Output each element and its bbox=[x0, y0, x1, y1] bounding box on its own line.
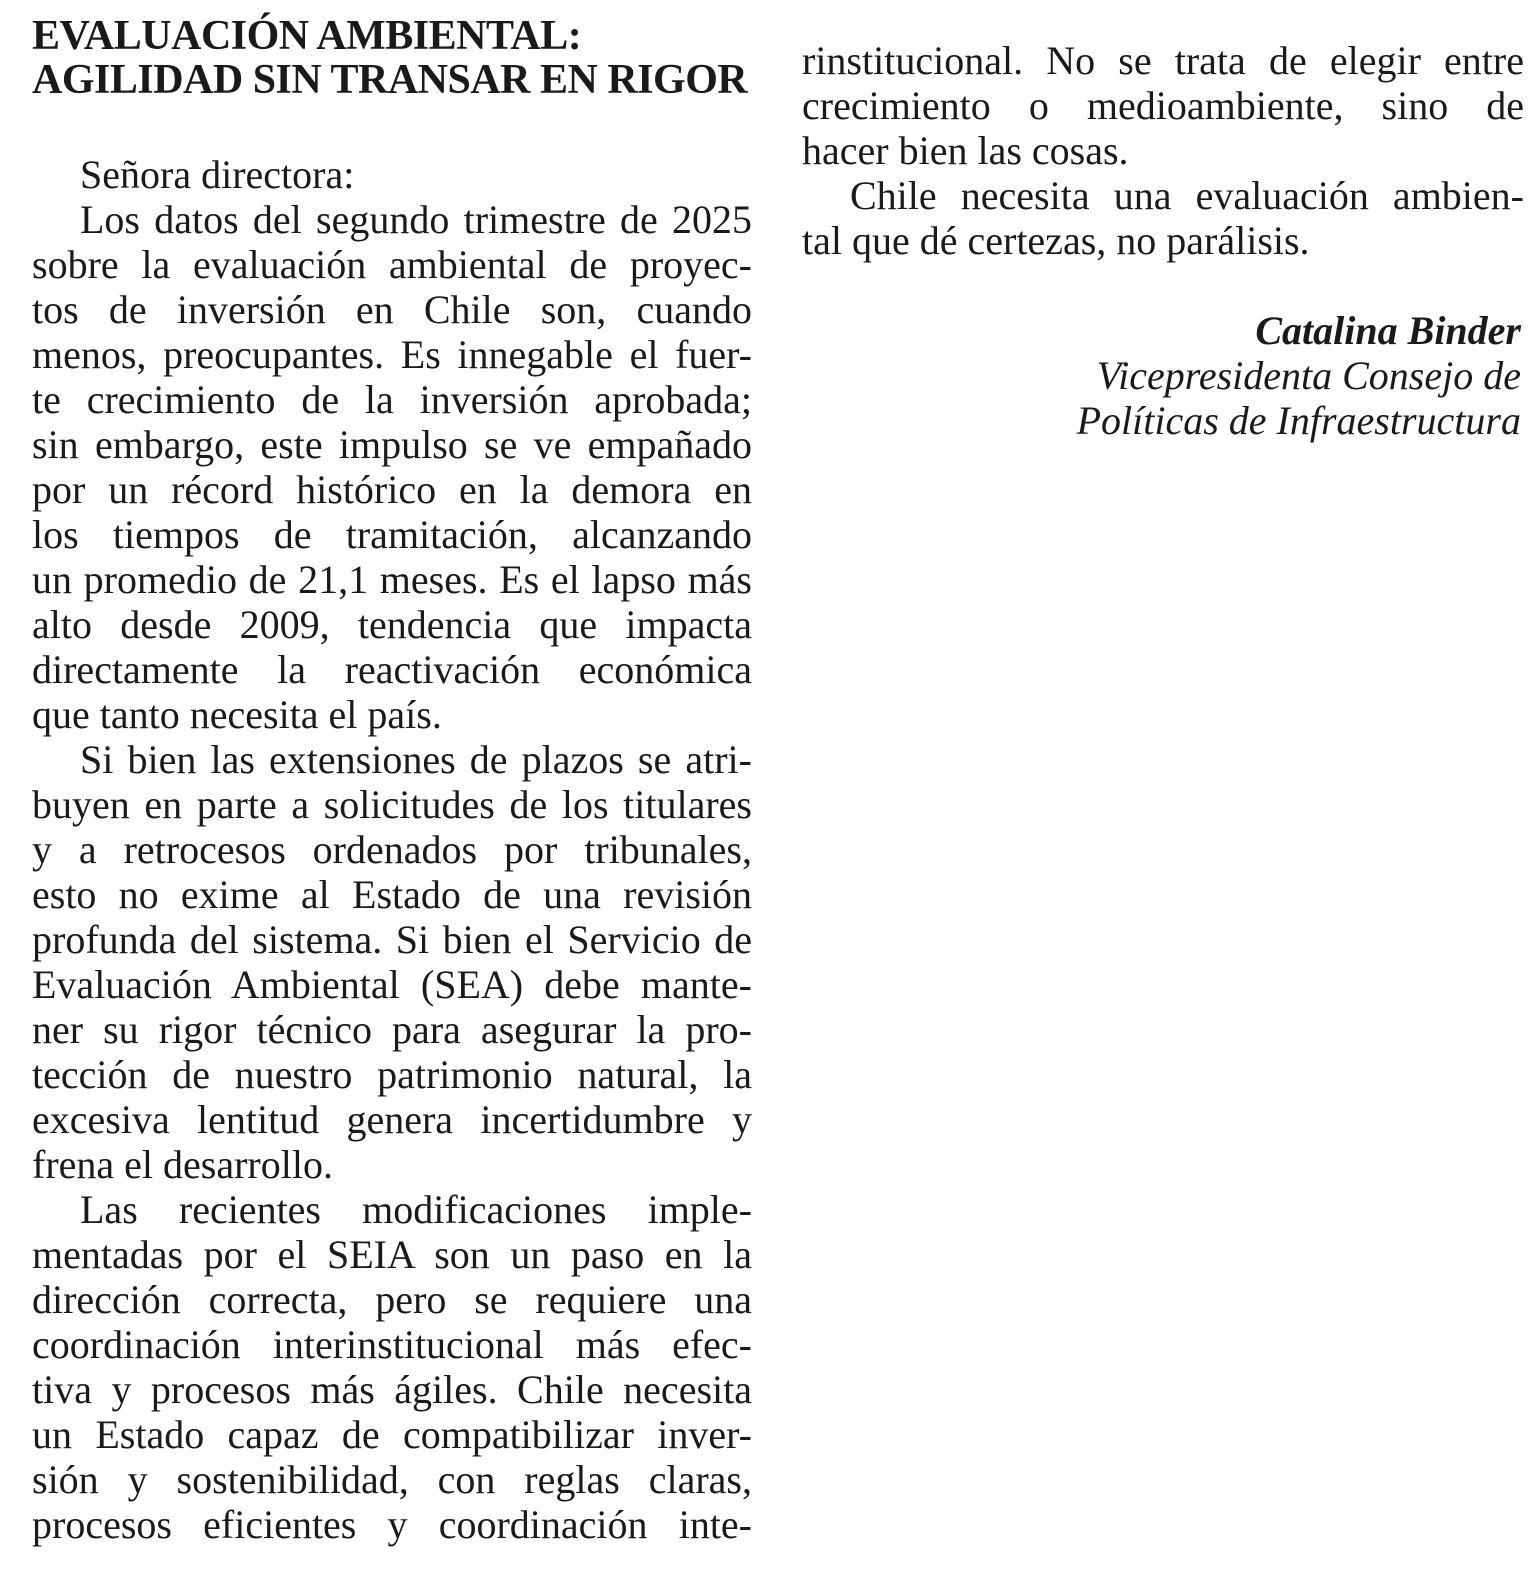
signature-role-line: Vicepresidenta Consejo de bbox=[1096, 353, 1521, 398]
text-line: Chile necesita una evaluación ambien- bbox=[850, 173, 1524, 218]
text-line: mentadas por el SEIA son un paso en la bbox=[32, 1232, 752, 1277]
text-line: excesiva lentitud genera incertidumbre y bbox=[32, 1097, 752, 1142]
text-line: que tanto necesita el país. bbox=[32, 692, 442, 737]
text-line: sión y sostenibilidad, con reglas claras, bbox=[32, 1457, 752, 1502]
text-line: buyen en parte a solicitudes de los titulares bbox=[32, 782, 752, 827]
text-line: crecimiento o medioambiente, sino de bbox=[802, 83, 1524, 128]
text-line: rinstitucional. No se trata de elegir entre bbox=[802, 38, 1524, 83]
text-line: profunda del sistema. Si bien el Servicio de bbox=[32, 917, 752, 962]
text-line: alto desde 2009, tendencia que impacta bbox=[32, 602, 752, 647]
headline-line: EVALUACIÓN AMBIENTAL: bbox=[32, 13, 582, 59]
text-line: hacer bien las cosas. bbox=[802, 128, 1129, 173]
headline bbox=[32, 14, 772, 102]
text-line: sin embargo, este impulso se ve empañado bbox=[32, 422, 752, 467]
text-line: por un récord histórico en la demora en bbox=[32, 467, 752, 512]
signature-name: Catalina Binder bbox=[1255, 308, 1521, 353]
text-line: sobre la evaluación ambiental de proyec- bbox=[32, 242, 752, 287]
text-line: tiva y procesos más ágiles. Chile necesita bbox=[32, 1367, 752, 1412]
text-line: te crecimiento de la inversión aprobada; bbox=[32, 377, 752, 422]
text-line: frena el desarrollo. bbox=[32, 1142, 333, 1187]
text-line: y a retrocesos ordenados por tribunales, bbox=[32, 827, 752, 872]
text-line: Los datos del segundo trimestre de 2025 bbox=[80, 197, 752, 242]
signature-role-line: Políticas de Infraestructura bbox=[1076, 398, 1521, 443]
text-line: Si bien las extensiones de plazos se atri- bbox=[80, 737, 752, 782]
text-line: un Estado capaz de compatibilizar inver- bbox=[32, 1412, 752, 1457]
text-line: Las recientes modificaciones imple- bbox=[80, 1187, 752, 1232]
text-line: un promedio de 21,1 meses. Es el lapso más bbox=[32, 557, 752, 602]
text-line: los tiempos de tramitación, alcanzando bbox=[32, 512, 752, 557]
left-column bbox=[32, 152, 752, 1547]
text-line: ner su rigor técnico para asegurar la pro- bbox=[32, 1007, 752, 1052]
text-line: Evaluación Ambiental (SEA) debe mante- bbox=[32, 962, 752, 1007]
text-line: coordinación interinstitucional más efec- bbox=[32, 1322, 752, 1367]
text-line: tal que dé certezas, no parálisis. bbox=[802, 218, 1310, 263]
text-line: tos de inversión en Chile son, cuando bbox=[32, 287, 752, 332]
right-column bbox=[802, 38, 1524, 263]
text-line: menos, preocupantes. Es innegable el fuer- bbox=[32, 332, 752, 377]
text-line: dirección correcta, pero se requiere una bbox=[32, 1277, 752, 1322]
text-line: tección de nuestro patrimonio natural, la bbox=[32, 1052, 752, 1097]
text-line: Señora directora: bbox=[80, 152, 355, 197]
text-line: procesos eficientes y coordinación inte- bbox=[32, 1502, 752, 1547]
text-line: directamente la reactivación económica bbox=[32, 647, 752, 692]
text-line: esto no exime al Estado de una revisión bbox=[32, 872, 752, 917]
signature bbox=[821, 308, 1521, 443]
headline-line: AGILIDAD SIN TRANSAR EN RIGOR bbox=[32, 57, 748, 103]
